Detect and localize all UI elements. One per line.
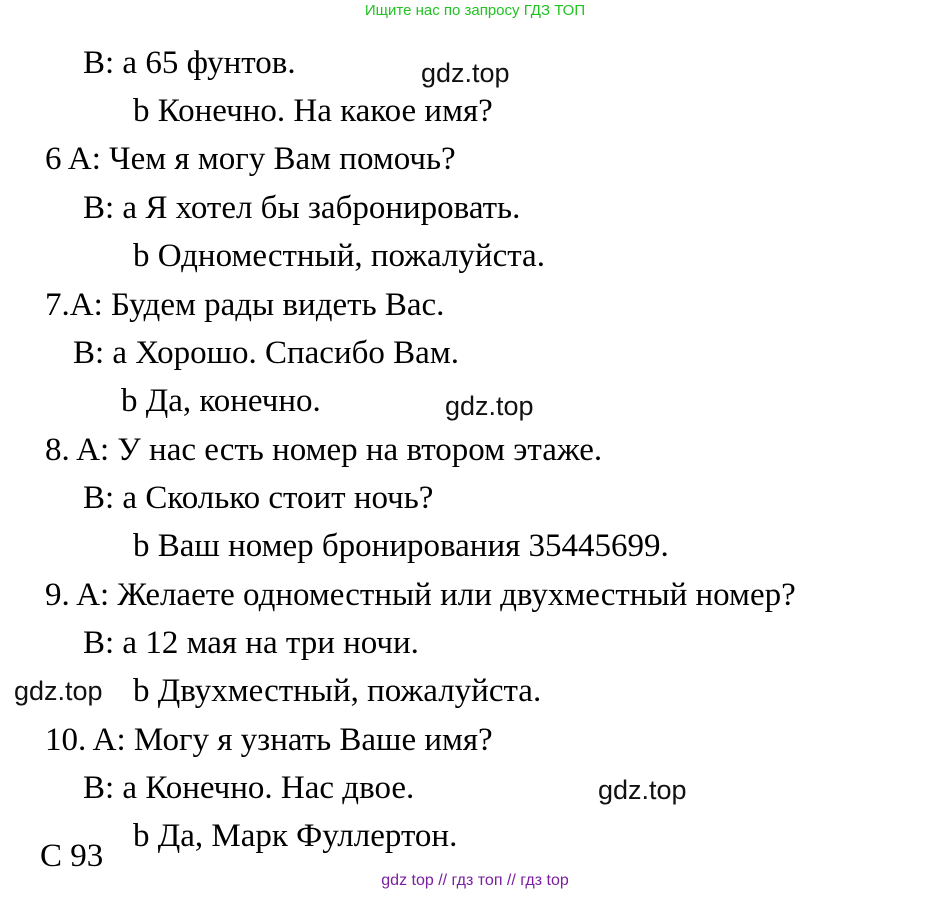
dialog-line: b Одноместный, пожалуйста. xyxy=(133,238,545,274)
dialog-line: b Ваш номер бронирования 35445699. xyxy=(133,528,669,564)
dialog-line: B: a 65 фунтов. xyxy=(83,45,296,81)
watermark: gdz.top xyxy=(445,391,534,421)
dialog-line: b Конечно. На какое имя? xyxy=(133,93,493,129)
watermark: gdz.top xyxy=(421,58,510,88)
watermark: gdz.top xyxy=(598,775,687,805)
dialog-line: B: a Конечно. Нас двое. xyxy=(83,770,415,806)
dialog-line: b Да, Марк Фуллертон. xyxy=(133,818,458,854)
dialog-line: B: a Я хотел бы забронировать. xyxy=(83,190,521,226)
dialog-line: 7.A: Будем рады видеть Вас. xyxy=(45,287,445,323)
dialog-line: b Да, конечно. xyxy=(121,383,321,419)
watermark: gdz.top xyxy=(14,676,103,706)
dialog-line: B: a Сколько стоит ночь? xyxy=(83,480,434,516)
dialog-line: B: a Хорошо. Спасибо Вам. xyxy=(73,335,459,371)
dialog-line: b Двухместный, пожалуйста. xyxy=(133,673,542,709)
dialog-line: 9. A: Желаете одноместный или двухместный номер? xyxy=(45,577,796,613)
site-footer: gdz top // гдз топ // гдз top xyxy=(381,872,569,889)
dialog-line: 10. A: Могу я узнать Ваше имя? xyxy=(45,722,493,758)
cut-off-line-text: C 93 xyxy=(40,838,104,874)
dialog-line: 6 A: Чем я могу Вам помочь? xyxy=(45,141,456,177)
dialog-line: B: a 12 мая на три ночи. xyxy=(83,625,419,661)
site-banner: Ищите нас по запросу ГДЗ ТОП xyxy=(364,2,586,19)
dialog-line: 8. A: У нас есть номер на втором этаже. xyxy=(45,432,603,468)
